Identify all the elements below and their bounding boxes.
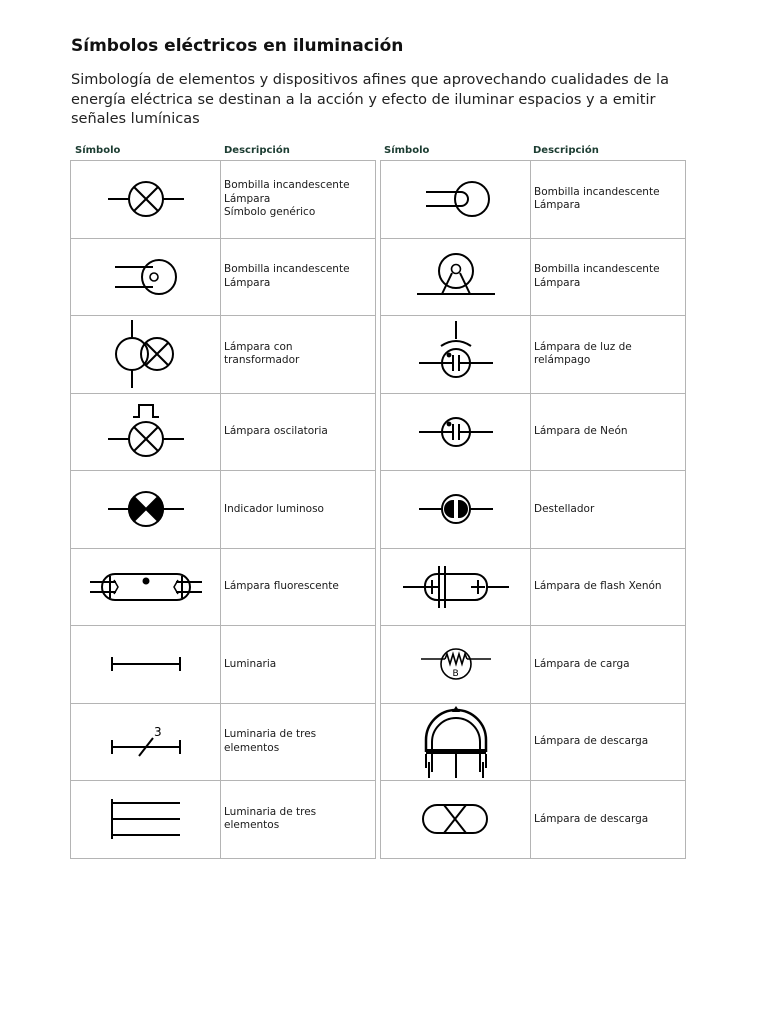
description-cell: Lámpara de descarga [531,781,686,859]
luminaire-icon [101,649,191,679]
description-cell: Bombilla incandescente Lámpara Símbolo genérico [221,161,376,239]
luminaire-three-lines-icon [101,794,191,844]
discharge-lamp-icon [411,704,501,780]
luminaire-three-slash-icon [101,722,191,762]
incandescent-filament-icon [101,249,191,305]
flasher-icon [411,484,501,534]
description-cell: Luminaria de tres elementos [221,781,376,859]
charge-lamp-icon [411,639,501,689]
lamp-transformer-icon [101,318,191,390]
description-cell: Lámpara de luz de relámpago [531,316,686,394]
table-row [381,316,686,394]
description-cell: Lámpara con transformador [221,316,376,394]
table-row [381,238,686,316]
description-cell: Bombilla incandescente Lámpara [531,238,686,316]
description-cell: Bombilla incandescente Lámpara [531,161,686,239]
left-symbol-table [70,160,376,859]
oscillating-lamp-icon [101,401,191,463]
right-symbol-table [380,160,686,859]
discharge-lamp-oval-icon [411,794,501,844]
table-row [381,548,686,626]
table-row [381,781,686,859]
table-row [381,393,686,471]
fluorescent-lamp-icon [88,567,204,607]
table-row [71,316,376,394]
description-cell: Luminaria de tres elementos [221,703,376,781]
table-row [381,471,686,549]
description-cell: Destellador [531,471,686,549]
neon-lamp-icon [411,407,501,457]
flash-lamp-icon [411,319,501,389]
incandescent-bulb-base-icon [411,247,501,307]
table-row [71,161,376,239]
table-row [71,393,376,471]
table-row [381,626,686,704]
description-cell: Bombilla incandescente Lámpara [221,238,376,316]
left-symbol-header: Símbolo [75,145,121,156]
table-row [71,238,376,316]
element-count-label: 3 [153,724,162,739]
description-cell: Lámpara de carga [531,626,686,704]
table-row [71,548,376,626]
incandescent-bulb-icon [411,171,501,227]
table-row [71,626,376,704]
description-cell: Lámpara de Neón [531,393,686,471]
description-cell: Luminaria [221,626,376,704]
intro-paragraph: Simbología de elementos y dispositivos afines que aprovechando cualidades de la energía eléctrica se destinan a la acción y efecto de iluminar espacios y a emitir señales lumínicas [71,72,669,127]
lamp-generic-icon [101,171,191,227]
description-cell: Lámpara oscilatoria [221,393,376,471]
xenon-flash-lamp-icon [401,562,511,612]
table-row [71,781,376,859]
page-title: Símbolos eléctricos en iluminación [71,36,404,56]
right-symbol-header: Símbolo [384,145,430,156]
description-cell: Lámpara fluorescente [221,548,376,626]
left-description-header: Descripción [224,145,290,156]
right-description-header: Descripción [533,145,599,156]
table-row [71,471,376,549]
table-row [381,703,686,781]
table-row [381,161,686,239]
charge-letter-label: B [452,669,459,680]
description-cell: Lámpara de descarga [531,703,686,781]
indicator-light-icon [101,481,191,537]
description-cell: Indicador luminoso [221,471,376,549]
table-row [71,703,376,781]
description-cell: Lámpara de flash Xenón [531,548,686,626]
